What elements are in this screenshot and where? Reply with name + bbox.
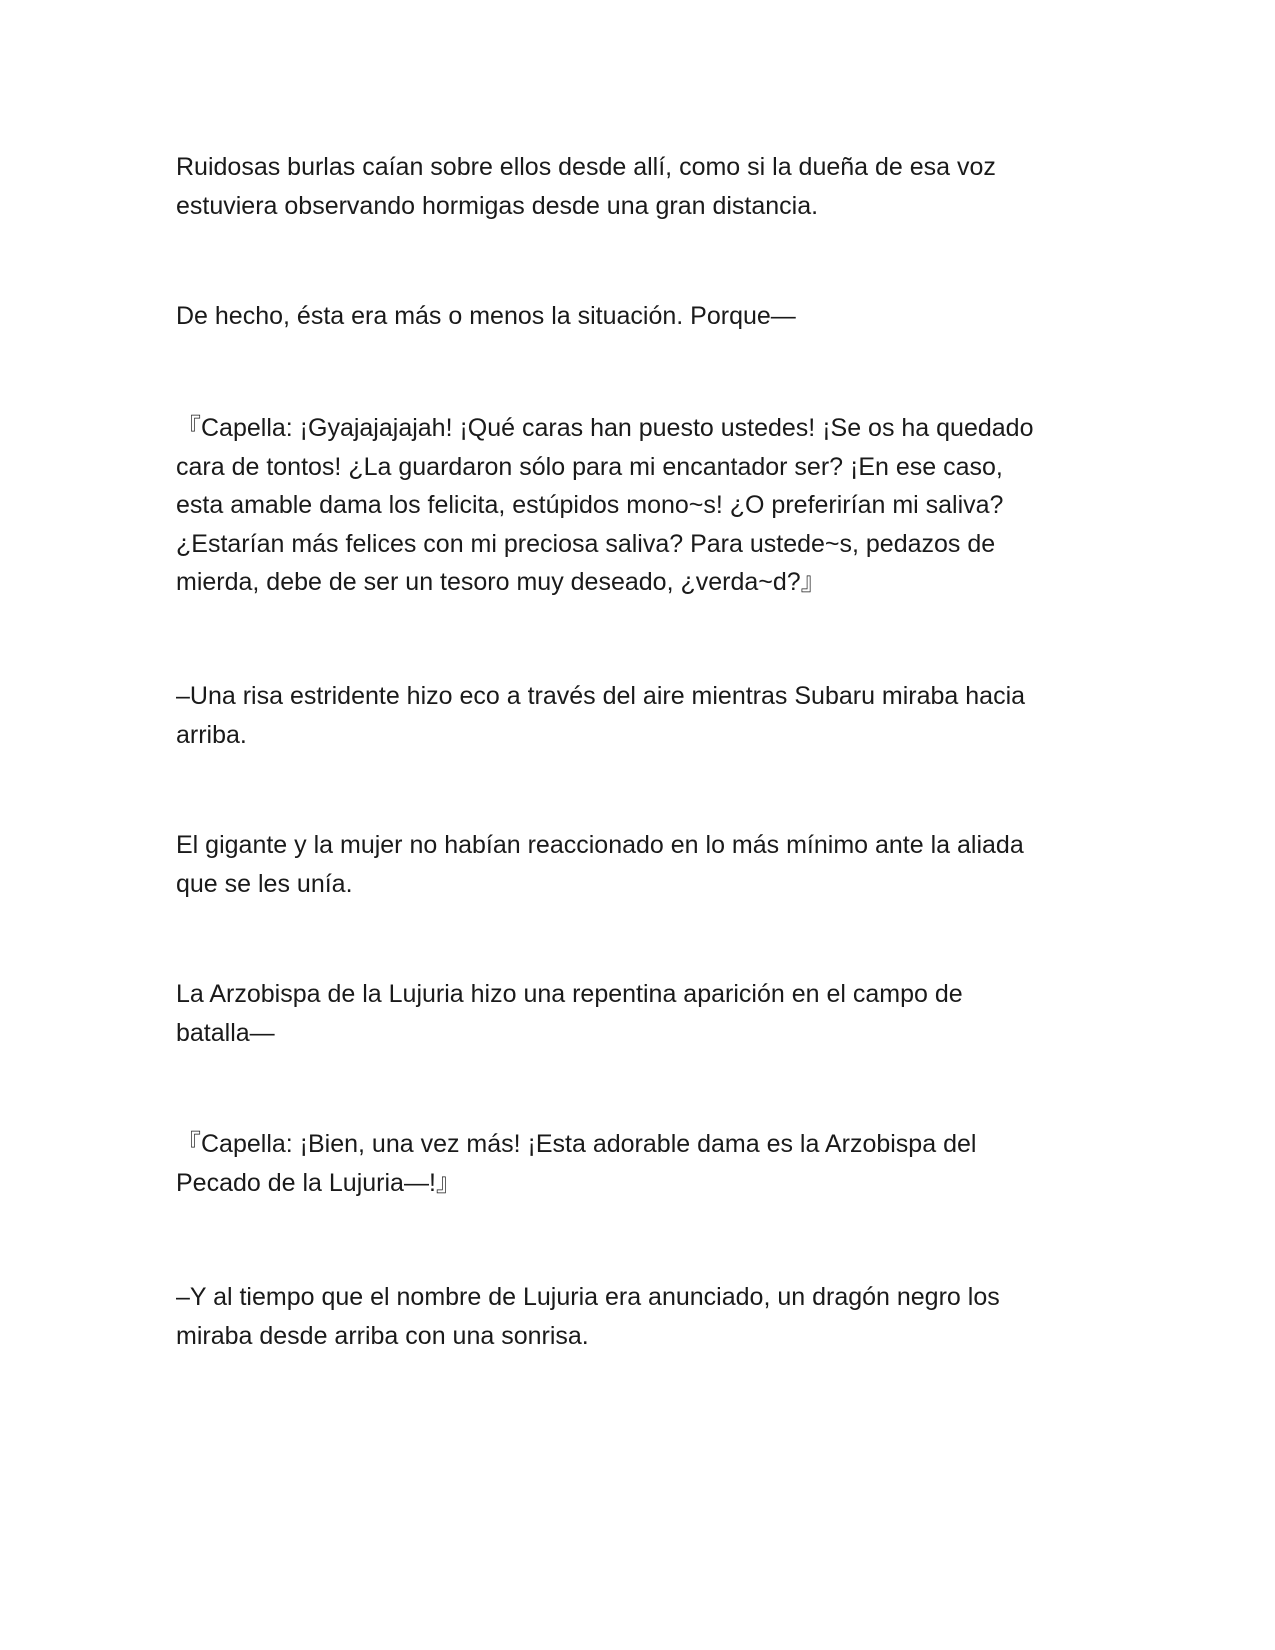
paragraph-narration: Ruidosas burlas caían sobre ellos desde allí, como si la dueña de esa voz estuviera observando hormigas desde una gran distancia. bbox=[176, 153, 996, 220]
paragraph-narration: –Y al tiempo que el nombre de Lujuria era anunciado, un dragón negro los miraba desde arriba con una sonrisa. bbox=[176, 1283, 1000, 1350]
paragraph-narration: La Arzobispa de la Lujuria hizo una repentina aparición en el campo de batalla— bbox=[176, 980, 963, 1047]
paragraph-dialogue: 『Capella: ¡Bien, una vez más! ¡Esta adorable dama es la Arzobispa del Pecado de la Lujuria—!』 bbox=[176, 1130, 977, 1197]
paragraph-dialogue: 『Capella: ¡Gyajajajajah! ¡Qué caras han puesto ustedes! ¡Se os ha quedado cara de tontos! ¿La guardaron sólo para mi encantador ser? ¡En ese caso, esta amable dama los felicita, estúpidos mono~s! ¿O preferirían mi saliva? ¿Estarían más felices con mi preciosa saliva? Para ustede~s, pedazos de mierda, debe de ser un tesoro muy deseado, ¿verda~d?』 bbox=[176, 414, 1034, 596]
paragraph-narration: De hecho, ésta era más o menos la situación. Porque— bbox=[176, 302, 796, 330]
paragraph-narration: –Una risa estridente hizo eco a través del aire mientras Subaru miraba hacia arriba. bbox=[176, 682, 1026, 749]
paragraph-narration: El gigante y la mujer no habían reaccionado en lo más mínimo ante la aliada que se les unía. bbox=[176, 831, 1024, 898]
